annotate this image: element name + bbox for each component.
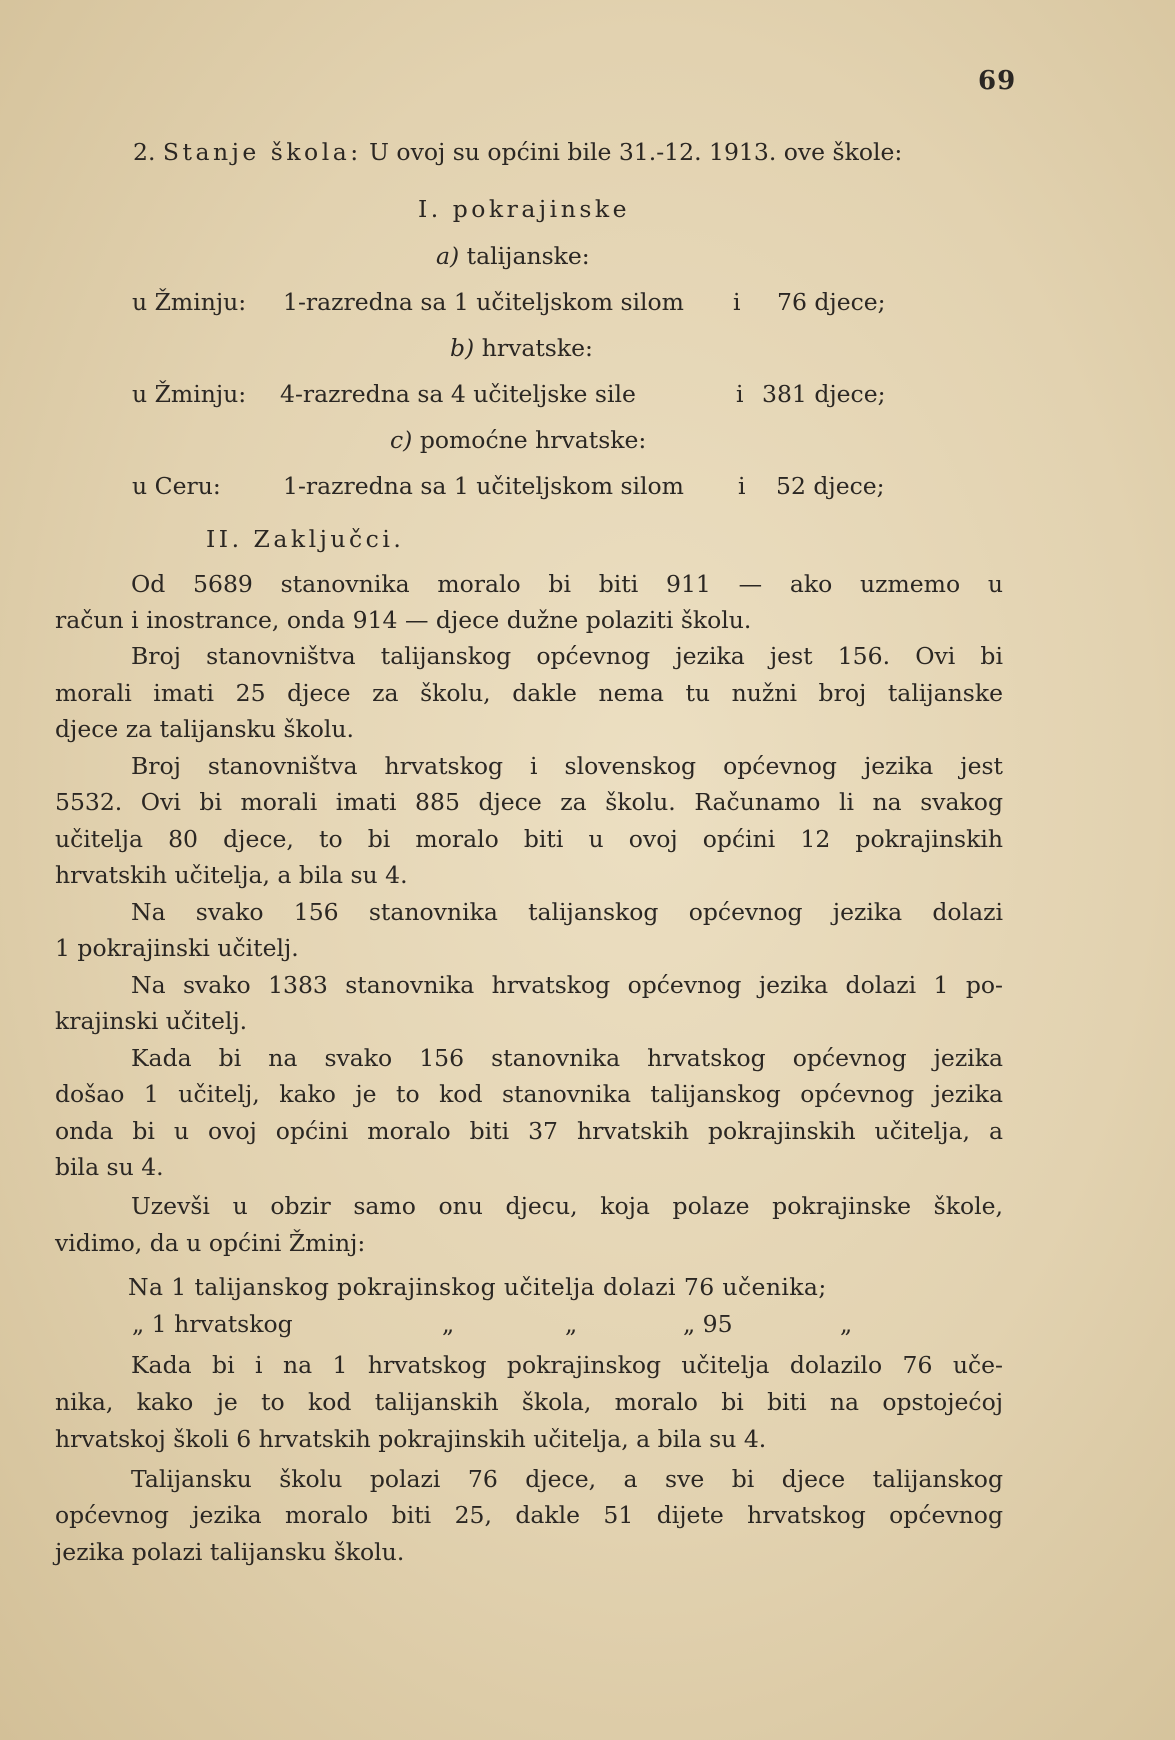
paragraph-line: morali imati 25 djece za školu, dakle nema tu nužni broj talijanske [55, 679, 1003, 707]
ditto-mark: „ [565, 1310, 578, 1338]
paragraph-line: hrvatskoj školi 6 hrvatskih pokrajinskih učitelja, a bila su 4. [55, 1425, 767, 1453]
subheading-italian [436, 241, 590, 271]
section-intro: U ovoj su općini bile 31.-12. 1913. ove škole: [369, 138, 903, 166]
subheading-letter: b) [450, 334, 475, 362]
subheading-provincial: I. pokrajinske [418, 195, 631, 223]
subheading-croatian [450, 333, 593, 363]
school-description: 4-razredna sa 4 učiteljske sile [280, 380, 636, 408]
paragraph-line: učitelja 80 djece, to bi moralo biti u ovoj općini 12 pokrajinskih [55, 825, 1003, 853]
paragraph-line: hrvatskih učitelja, a bila su 4. [55, 861, 408, 889]
section-title: Stanje škola: [162, 138, 362, 166]
paragraph-line: Talijansku školu polazi 76 djece, a sve bi djece talijanskog [131, 1465, 1003, 1493]
paragraph-line: općevnog jezika moralo biti 25, dakle 51 dijete hrvatskog općevnog [55, 1501, 1003, 1529]
paragraph-line: Uzevši u obzir samo onu djecu, koja polaze pokrajinske škole, [131, 1192, 1003, 1220]
paragraph-line: vidimo, da u općini Žminj: [55, 1229, 366, 1257]
subheading-label: talijanske: [466, 242, 590, 270]
subheading-label: hrvatske: [481, 334, 593, 362]
page-number: 69 [978, 66, 1017, 96]
subheading-auxiliary-croatian [390, 425, 646, 455]
school-children: 381 djece; [762, 380, 886, 408]
school-children: 76 djece; [777, 288, 886, 316]
paragraph-line: Od 5689 stanovnika moralo bi biti 911 — ako uzmemo u [131, 570, 1003, 598]
paragraph-line: račun i inostrance, onda 914 — djece dužne polaziti školu. [55, 606, 752, 634]
paragraph-line: 5532. Ovi bi morali imati 885 djece za školu. Računamo li na svakog [55, 788, 1003, 816]
school-place: u Ceru: [132, 472, 221, 500]
ratio-count: „ 95 [683, 1310, 733, 1338]
paragraph-line: onda bi u ovoj općini moralo biti 37 hrvatskih pokrajinskih učitelja, a [55, 1117, 1003, 1145]
paragraph-line: djece za talijansku školu. [55, 715, 355, 743]
school-children: 52 djece; [776, 472, 885, 500]
paragraph-line: došao 1 učitelj, kako je to kod stanovnika talijanskog općevnog jezika [55, 1080, 1003, 1108]
paragraph-line: jezika polazi talijansku školu. [55, 1538, 405, 1566]
paragraph-line: Kada bi na svako 156 stanovnika hrvatskog općevnog jezika [131, 1044, 1003, 1072]
ratio-text: „ 1 hrvatskog [132, 1310, 293, 1338]
paragraph-line: Na svako 156 stanovnika talijanskog općevnog jezika dolazi [131, 898, 1003, 926]
school-place: u Žminju: [132, 288, 247, 316]
section-number: 2. [133, 138, 156, 166]
school-conj: i [738, 472, 746, 500]
section-heading [133, 137, 1007, 167]
subheading-label: pomoćne hrvatske: [419, 426, 647, 454]
paragraph-line: Broj stanovništva hrvatskog i slovenskog općevnog jezika jest [131, 752, 1003, 780]
paragraph-line: Kada bi i na 1 hrvatskog pokrajinskog učitelja dolazilo 76 uče- [131, 1351, 1003, 1379]
paragraph-line: Na svako 1383 stanovnika hrvatskog općevnog jezika dolazi 1 po- [131, 971, 1003, 999]
paragraph-line: 1 pokrajinski učitelj. [55, 934, 299, 962]
school-conj: i [736, 380, 744, 408]
paragraph-line: nika, kako je to kod talijanskih škola, moralo bi biti na opstojećoj [55, 1388, 1003, 1416]
paragraph-line: Broj stanovništva talijanskog općevnog jezika jest 156. Ovi bi [131, 642, 1003, 670]
school-place: u Žminju: [132, 380, 247, 408]
ditto-mark: „ [840, 1310, 853, 1338]
ditto-mark: „ [442, 1310, 455, 1338]
subheading-letter: c) [390, 426, 413, 454]
school-description: 1-razredna sa 1 učiteljskom silom [283, 472, 684, 500]
ratio-line-italian: Na 1 talijanskog pokrajinskog učitelja dolazi 76 učenika; [128, 1273, 827, 1301]
section-heading-conclusions: II. Zaključci. [206, 525, 405, 553]
paragraph-line: krajinski učitelj. [55, 1007, 248, 1035]
school-conj: i [733, 288, 741, 316]
subheading-letter: a) [436, 242, 460, 270]
school-description: 1-razredna sa 1 učiteljskom silom [283, 288, 684, 316]
paragraph-line: bila su 4. [55, 1153, 164, 1181]
